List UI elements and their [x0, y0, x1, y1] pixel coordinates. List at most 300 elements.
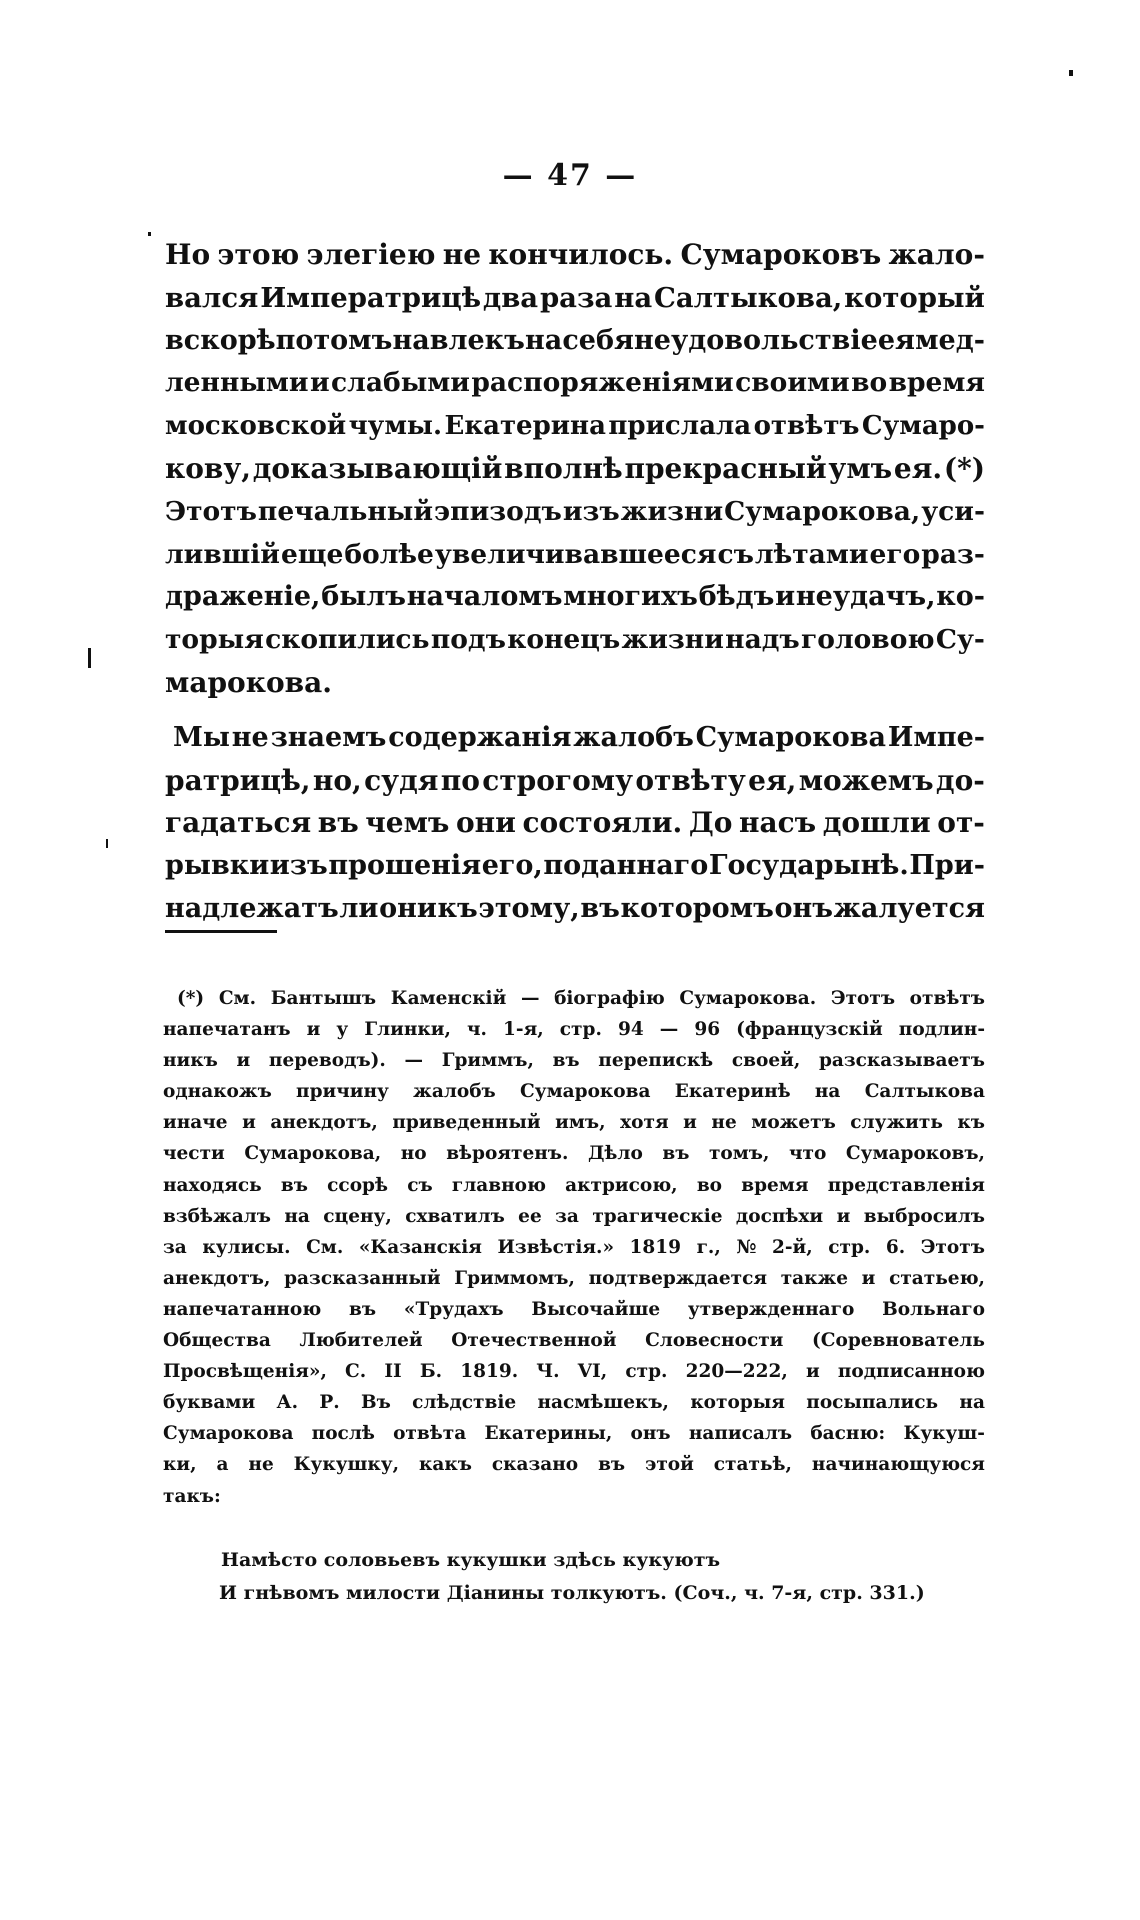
word: кову,: [165, 451, 252, 485]
footnote-line: [163, 1418, 985, 1449]
word: гадаться: [165, 806, 312, 840]
word: они: [379, 892, 437, 924]
word: болѣе: [344, 538, 434, 570]
word: жало-: [888, 238, 985, 271]
word: слабыми: [331, 367, 470, 399]
word: судя: [364, 763, 439, 797]
word: сказано: [491, 1454, 579, 1476]
word: съ: [717, 538, 754, 570]
word: Импе-: [887, 721, 985, 753]
word: Высочайше: [531, 1298, 661, 1320]
word: II: [384, 1361, 402, 1383]
word: дошли: [822, 806, 931, 840]
word: но,: [312, 763, 362, 797]
word: Гриммомъ,: [454, 1267, 575, 1289]
word: 220—222,: [685, 1361, 788, 1383]
word: время: [888, 367, 985, 399]
word: себя: [562, 324, 634, 356]
word: жалобъ: [413, 1081, 496, 1103]
footnote-line: [163, 1107, 985, 1138]
word: за: [555, 1205, 579, 1227]
word: (*): [177, 988, 205, 1009]
word: неудовольствіе: [634, 324, 878, 356]
word: Вольнаго: [882, 1298, 985, 1320]
word: содержанія: [388, 721, 572, 753]
word: ки,: [163, 1454, 197, 1476]
word: причину: [296, 1081, 389, 1103]
word: за: [163, 1236, 187, 1258]
word: Въ: [361, 1392, 391, 1414]
word: лѣтами: [754, 538, 869, 570]
word: этою: [217, 238, 300, 271]
word: раза: [539, 281, 613, 314]
footnote-line: [163, 1045, 985, 1076]
word: потомъ: [275, 324, 393, 356]
word: состояли.: [522, 806, 683, 840]
word: надъ: [725, 624, 800, 656]
text-line: марокова.: [165, 665, 332, 699]
footnote: [163, 983, 985, 1512]
footnote-line: [163, 1325, 985, 1356]
word: подтверждается: [588, 1267, 768, 1289]
word: разсказываетъ: [818, 1050, 985, 1072]
word: изъ: [269, 850, 328, 882]
word: который: [844, 281, 985, 314]
word: стр.: [559, 1019, 602, 1041]
paragraph-2: [165, 717, 985, 931]
text-line: [165, 576, 985, 619]
word: чемъ: [365, 806, 450, 840]
scan-speck: [106, 839, 108, 848]
word: ссорѣ: [327, 1174, 388, 1196]
word: слѣдствіе: [412, 1392, 517, 1414]
text-line: [165, 491, 985, 534]
word: вѣроятенъ.: [446, 1143, 569, 1165]
word: насмѣшекъ,: [537, 1392, 669, 1414]
word: начинающуюся: [811, 1454, 985, 1476]
text-line: [165, 448, 985, 491]
word: и: [775, 581, 796, 613]
word: не: [231, 721, 269, 753]
word: Глинки,: [364, 1019, 451, 1041]
word: и: [805, 1361, 820, 1383]
word: Ч.: [536, 1361, 560, 1383]
word: стр.: [625, 1361, 668, 1383]
word: ея.: [893, 451, 943, 485]
word: До: [688, 806, 733, 840]
word: на: [284, 1205, 310, 1227]
word: Сумароковъ,: [845, 1143, 985, 1165]
verse-line: Намѣсто соловьевъ кукушки здѣсь кукуютъ: [221, 1549, 721, 1571]
word: ч.: [467, 1019, 487, 1041]
word: въ: [317, 806, 359, 840]
word: Сумароковъ: [680, 238, 882, 271]
word: При-: [909, 850, 985, 882]
word: «Трудахъ: [403, 1298, 504, 1320]
word: 94: [617, 1019, 644, 1041]
word: жизни: [620, 495, 724, 527]
word: его: [869, 538, 921, 570]
word: но: [400, 1143, 427, 1165]
word: а: [216, 1454, 229, 1476]
word: вполнѣ: [504, 451, 623, 485]
footnote-line: [163, 1449, 985, 1480]
word: элегіею: [306, 238, 436, 271]
word: —: [520, 988, 540, 1009]
word: Сумарокова.: [679, 988, 817, 1009]
word: не: [442, 238, 482, 271]
word: раз-: [921, 538, 985, 570]
word: подлин-: [898, 1019, 985, 1041]
word: иначе: [163, 1112, 228, 1134]
footnote-line: [163, 1356, 985, 1387]
word: и: [242, 1112, 256, 1134]
word: буквами: [163, 1392, 256, 1414]
word: перепискѣ: [598, 1050, 714, 1072]
word: Кукуш-: [903, 1423, 985, 1445]
footnote-line: [163, 1294, 985, 1325]
word: томъ,: [708, 1143, 770, 1165]
text-line: [165, 619, 985, 662]
word: этой: [645, 1454, 694, 1476]
text-line: [165, 405, 985, 448]
word: отвѣтъ: [909, 988, 985, 1009]
footnote-line: [163, 1387, 985, 1418]
word: Мы: [173, 721, 230, 753]
text-line: [165, 888, 985, 931]
word: въ: [552, 1050, 580, 1072]
footnote-verse: [221, 1544, 1001, 1610]
text-line: [165, 845, 985, 888]
word: находясь: [163, 1174, 262, 1196]
word: сцену,: [323, 1205, 392, 1227]
word: строгому: [482, 763, 634, 797]
text-line: [165, 362, 985, 405]
word: и: [309, 367, 330, 399]
word: конецъ: [507, 624, 621, 656]
word: лившій: [165, 538, 280, 570]
word: Сумарокова,: [724, 495, 921, 527]
word: и: [236, 1050, 251, 1072]
footnote-line: [163, 1263, 985, 1294]
word: въ: [580, 892, 620, 924]
text-line: [165, 802, 985, 845]
word: анекдотъ,: [270, 1112, 378, 1134]
word: Кукушку,: [293, 1454, 400, 1476]
word: время: [741, 1174, 809, 1196]
word: —: [659, 1019, 679, 1041]
word: Любителей: [299, 1330, 423, 1352]
word: Отечественной: [451, 1330, 617, 1352]
word: многихъ: [563, 581, 698, 613]
word: былъ: [321, 581, 407, 613]
word: статьѣ,: [713, 1454, 792, 1476]
word: уси-: [921, 495, 985, 527]
word: выбросилъ: [863, 1205, 985, 1227]
word: взбѣжалъ: [163, 1205, 271, 1227]
word: См.: [306, 1236, 344, 1258]
word: также: [780, 1267, 848, 1289]
word: надлежатъ: [165, 892, 339, 924]
word: ея: [877, 324, 915, 356]
word: Екатерина: [444, 411, 606, 442]
word: въ: [280, 1174, 308, 1196]
word: Императрицѣ: [260, 281, 482, 314]
word: стр.: [828, 1236, 871, 1258]
word: біографію: [554, 988, 665, 1009]
word: Бантышъ: [270, 988, 377, 1009]
word: С.: [345, 1361, 367, 1383]
word: своей,: [731, 1050, 801, 1072]
word: VI,: [577, 1361, 608, 1383]
word: прекрасный: [624, 451, 827, 485]
word: изъ: [562, 495, 620, 527]
main-text: [165, 234, 985, 931]
word: отвѣтъ: [753, 411, 860, 442]
word: ее: [518, 1205, 542, 1227]
word: Государынѣ.: [708, 850, 909, 882]
word: по: [440, 763, 480, 797]
word: въ: [598, 1454, 626, 1476]
word: Салтыкова,: [653, 281, 843, 314]
word: Екатерины,: [484, 1423, 613, 1445]
word: См.: [218, 988, 257, 1009]
word: его,: [481, 850, 543, 882]
word: подписанною: [837, 1361, 985, 1383]
footnote-line: [163, 1014, 985, 1045]
word: отвѣта: [393, 1423, 467, 1445]
word: басню:: [810, 1423, 886, 1445]
word: главною: [451, 1174, 546, 1196]
word: доказывающій: [252, 451, 503, 485]
word: утвержденнаго: [687, 1298, 855, 1320]
word: своими: [735, 367, 850, 399]
word: знаемъ: [270, 721, 387, 753]
word: —: [404, 1050, 424, 1072]
scan-speck: [1069, 70, 1073, 76]
word: чести: [163, 1143, 225, 1165]
word: эпизодъ: [434, 495, 562, 527]
word: скопились: [265, 624, 430, 656]
word: Сумаро-: [861, 411, 985, 442]
verse-line: И гнѣвомъ милости Діанины толкуютъ. (Соч., ч. 7-я, стр. 331.): [219, 1582, 925, 1604]
word: переводъ).: [268, 1050, 386, 1072]
word: Салтыкова: [864, 1081, 985, 1103]
word: 2-й,: [771, 1236, 813, 1258]
word: чумы.: [348, 411, 443, 442]
word: трагическіе: [592, 1205, 723, 1227]
word: драженіе,: [165, 581, 321, 613]
word: и: [861, 1267, 876, 1289]
word: онъ: [774, 892, 833, 924]
text-line: [165, 277, 985, 320]
word: Извѣстія.»: [497, 1236, 615, 1258]
word: и: [306, 1019, 321, 1041]
word: доспѣхи: [735, 1205, 824, 1227]
word: распоряженіями: [471, 367, 734, 399]
word: мед-: [915, 324, 985, 356]
word: Сумарокова: [520, 1081, 651, 1103]
word: «Казанскія: [358, 1236, 482, 1258]
word: Каменскій: [390, 988, 507, 1009]
text-line: [165, 717, 985, 760]
word: Этотъ: [165, 495, 257, 527]
word: вался: [165, 281, 259, 314]
word: послѣ: [311, 1423, 375, 1445]
word: А.: [276, 1392, 299, 1414]
footnote-line: [163, 1170, 985, 1201]
word: Но: [165, 238, 211, 271]
word: не: [248, 1454, 274, 1476]
paragraph-1: [165, 234, 985, 705]
footnote-line: [163, 1232, 985, 1263]
word: 1819.: [460, 1361, 519, 1383]
word: на: [525, 324, 563, 356]
word: приведенный: [392, 1112, 541, 1134]
word: Словесности: [645, 1330, 784, 1352]
word: съ: [407, 1174, 433, 1196]
word: жизни: [621, 624, 724, 656]
word: анекдотъ,: [163, 1267, 271, 1289]
footnote-line: такъ:: [163, 1485, 221, 1507]
word: увеличивавшееся: [434, 538, 717, 570]
word: къ: [957, 1112, 985, 1134]
word: статьею,: [889, 1267, 985, 1289]
word: подъ: [430, 624, 506, 656]
footnote-line: [163, 1138, 985, 1169]
word: Сумарокова: [695, 721, 887, 753]
word: кулисы.: [202, 1236, 291, 1258]
word: во: [851, 367, 888, 399]
word: что: [789, 1143, 827, 1165]
word: (Соревнователь: [812, 1330, 985, 1352]
word: Просвѣщенія»,: [163, 1361, 327, 1383]
word: торыя: [165, 624, 264, 656]
word: неудачъ,: [795, 581, 936, 613]
word: Этотъ: [920, 1236, 985, 1258]
word: на: [959, 1392, 985, 1414]
word: къ: [437, 892, 478, 924]
word: 1-я,: [503, 1019, 544, 1041]
word: два: [482, 281, 539, 314]
scan-speck: [88, 648, 91, 668]
word: Екатеринѣ: [674, 1081, 791, 1103]
word: ленными: [165, 367, 309, 399]
footnote-line: [163, 983, 985, 1014]
text-line: [165, 234, 985, 277]
word: они: [455, 806, 516, 840]
word: Общества: [163, 1330, 271, 1352]
word: Сумарокова: [163, 1423, 294, 1445]
word: от-: [937, 806, 985, 840]
word: представленія: [827, 1174, 985, 1196]
text-line: [165, 320, 985, 363]
word: началомъ: [406, 581, 563, 613]
word: схватилъ: [405, 1205, 505, 1227]
footnote-line: [163, 1076, 985, 1107]
word: до-: [935, 763, 985, 797]
word: ратрицѣ,: [165, 763, 311, 797]
word: московской: [165, 411, 347, 442]
word: отвѣту: [635, 763, 746, 797]
word: онъ: [630, 1423, 671, 1445]
word: 1819: [629, 1236, 682, 1258]
word: какъ: [419, 1454, 472, 1476]
word: (французскій: [736, 1019, 883, 1041]
word: головою: [801, 624, 935, 656]
word: напечатанъ: [163, 1019, 291, 1041]
word: Этотъ: [830, 988, 896, 1009]
word: и: [683, 1112, 697, 1134]
word: напечатанною: [163, 1298, 322, 1320]
word: въ: [349, 1298, 377, 1320]
word: на: [614, 281, 653, 314]
word: рывки: [165, 850, 270, 882]
word: вскорѣ: [165, 324, 276, 356]
word: Дѣло: [587, 1143, 643, 1165]
word: которомъ: [620, 892, 774, 924]
word: служить: [850, 1112, 943, 1134]
word: еще: [280, 538, 344, 570]
word: актрисою,: [565, 1174, 678, 1196]
word: жалуется: [833, 892, 985, 924]
word: №: [736, 1236, 757, 1258]
word: прислала: [608, 411, 752, 442]
word: хотя: [620, 1112, 669, 1134]
word: никъ: [163, 1050, 218, 1072]
word: разсказанный: [284, 1267, 441, 1289]
word: во: [696, 1174, 723, 1196]
word: Сумарокова,: [244, 1143, 382, 1165]
word: ли: [339, 892, 379, 924]
word: г.,: [696, 1236, 721, 1258]
footnote-separator: [165, 930, 277, 933]
word: Р.: [319, 1392, 340, 1414]
word: у: [336, 1019, 349, 1041]
word: навлекъ: [392, 324, 525, 356]
word: бѣдъ: [698, 581, 775, 613]
word: которыя: [690, 1392, 785, 1414]
word: кончилось.: [488, 238, 674, 271]
word: имъ,: [555, 1112, 606, 1134]
word: поданнаго: [543, 850, 709, 882]
scan-speck: [148, 232, 151, 236]
text-line: [165, 534, 985, 577]
word: можетъ: [751, 1112, 836, 1134]
text-line: [165, 760, 985, 803]
word: умъ: [828, 451, 893, 485]
word: Гриммъ,: [441, 1050, 534, 1072]
word: однакожъ: [163, 1081, 272, 1103]
word: написалъ: [688, 1423, 793, 1445]
word: посыпались: [806, 1392, 939, 1414]
word: на: [814, 1081, 841, 1103]
word: 96: [694, 1019, 721, 1041]
footnote-line: [163, 1201, 985, 1232]
word: 6.: [885, 1236, 906, 1258]
word: Су-: [935, 624, 985, 656]
word: ея,: [748, 763, 797, 797]
word: жалобъ: [573, 721, 694, 753]
word: въ: [662, 1143, 690, 1165]
word: и: [836, 1205, 851, 1227]
page-number: — 47 —: [502, 158, 638, 193]
word: не: [711, 1112, 737, 1134]
word: Б.: [419, 1361, 443, 1383]
word: насъ: [738, 806, 817, 840]
word: можемъ: [798, 763, 934, 797]
word: прошенія: [328, 850, 482, 882]
